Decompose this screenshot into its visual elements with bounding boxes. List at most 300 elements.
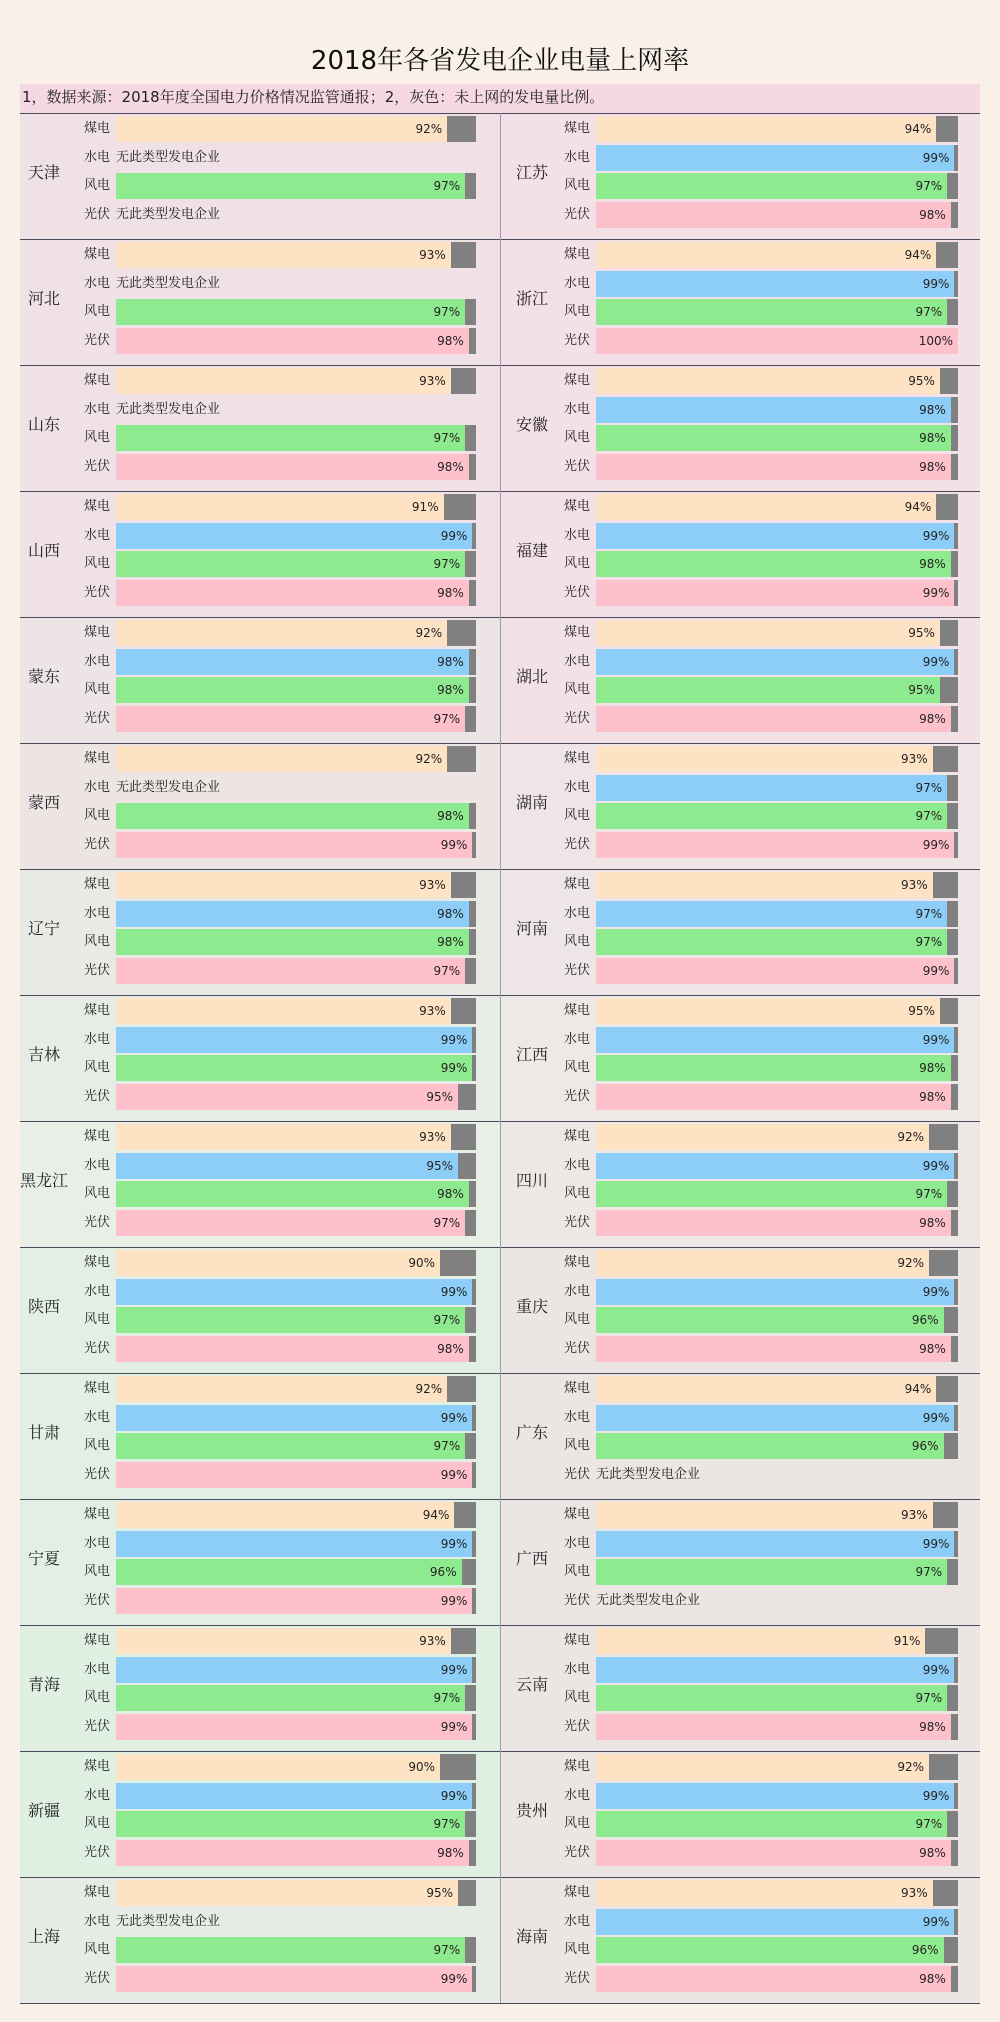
type-label: 光伏 <box>83 710 110 726</box>
type-label: 风电 <box>83 430 110 445</box>
bar-unconnected <box>465 551 476 577</box>
bar-unconnected <box>951 706 958 732</box>
type-label: 水电 <box>83 401 110 417</box>
province-name: 宁夏 <box>27 1549 60 1568</box>
province-name: 甘肃 <box>27 1423 60 1442</box>
province-name: 福建 <box>515 541 548 560</box>
type-label: 风电 <box>563 808 590 823</box>
bar-unconnected <box>465 1433 476 1459</box>
chart-title: 2018年各省发电企业电量上网率 <box>310 46 690 76</box>
bar-unconnected <box>472 1783 476 1809</box>
data-label: 97% <box>433 431 461 445</box>
bar-unconnected <box>472 832 476 858</box>
type-label: 光伏 <box>83 1214 110 1230</box>
bar-unconnected <box>954 1405 958 1431</box>
data-label: 99% <box>440 1662 468 1677</box>
bar-unconnected <box>933 1502 958 1528</box>
type-label: 光伏 <box>83 206 110 222</box>
data-label: 98% <box>919 1971 946 1986</box>
province-cell <box>20 365 500 491</box>
type-label: 水电 <box>563 149 590 165</box>
type-label: 风电 <box>563 934 590 949</box>
type-label: 水电 <box>563 275 590 291</box>
province-name: 重庆 <box>515 1297 548 1316</box>
bar-煤电 <box>116 1376 447 1402</box>
bar-unconnected <box>465 1937 476 1963</box>
type-label: 水电 <box>83 149 110 165</box>
province-cell <box>20 1625 500 1751</box>
bar-unconnected <box>944 1307 958 1333</box>
province-grid <box>20 113 981 2004</box>
bar-unconnected <box>458 1880 476 1906</box>
data-label: 99% <box>922 1032 950 1047</box>
bar-unconnected <box>954 580 958 606</box>
data-label: 92% <box>897 1760 925 1774</box>
type-label: 煤电 <box>83 373 110 388</box>
province-cell <box>500 1751 980 1877</box>
bar-煤电 <box>116 1502 454 1528</box>
province-name: 江苏 <box>515 163 548 182</box>
bar-煤电 <box>116 620 447 646</box>
province-name: 湖北 <box>515 667 548 686</box>
bar-unconnected <box>458 1084 476 1110</box>
bar-unconnected <box>925 1628 958 1654</box>
bar-水电 <box>116 1783 472 1809</box>
bar-unconnected <box>469 803 476 829</box>
province-cell <box>20 869 500 995</box>
bar-风电 <box>116 1055 472 1081</box>
data-label: 97% <box>433 1817 461 1831</box>
bar-光伏 <box>596 328 958 354</box>
bar-煤电 <box>116 872 451 898</box>
bar-unconnected <box>929 1250 958 1276</box>
type-label: 煤电 <box>83 625 110 640</box>
data-label: 96% <box>911 1313 939 1327</box>
type-label: 煤电 <box>563 877 590 892</box>
type-label: 煤电 <box>83 1129 110 1144</box>
bar-unconnected <box>472 1279 476 1305</box>
data-label: 99% <box>440 1410 468 1425</box>
type-label: 风电 <box>563 1312 590 1327</box>
data-label: 92% <box>897 1256 925 1270</box>
data-label: 92% <box>415 752 443 766</box>
data-label: 99% <box>922 276 950 291</box>
bar-unconnected <box>951 1084 958 1110</box>
bar-unconnected <box>933 1880 958 1906</box>
type-label: 光伏 <box>563 1340 590 1356</box>
data-label: 93% <box>900 1508 928 1522</box>
type-label: 水电 <box>83 1913 110 1929</box>
province-name: 广东 <box>515 1423 548 1442</box>
bar-unconnected <box>947 173 958 199</box>
bar-光伏 <box>116 832 472 858</box>
bar-unconnected <box>954 1657 958 1683</box>
type-label: 风电 <box>563 1564 590 1579</box>
bar-unconnected <box>469 677 476 703</box>
type-label: 水电 <box>563 1787 590 1803</box>
bar-unconnected <box>951 202 958 228</box>
province-cell <box>20 491 500 617</box>
province-name: 陕西 <box>27 1297 60 1316</box>
bar-unconnected <box>954 1279 958 1305</box>
data-label: 96% <box>429 1565 457 1579</box>
province-cell <box>20 1121 500 1247</box>
bar-光伏 <box>596 1336 951 1362</box>
type-label: 光伏 <box>83 962 110 978</box>
column-divider <box>500 113 501 2003</box>
data-label: 99% <box>922 1410 950 1425</box>
type-label: 煤电 <box>83 247 110 262</box>
type-label: 光伏 <box>83 1466 110 1482</box>
bar-光伏 <box>116 706 465 732</box>
bar-光伏 <box>116 1462 472 1488</box>
bar-unconnected <box>954 145 958 171</box>
bar-风电 <box>116 1937 465 1963</box>
type-label: 水电 <box>83 905 110 921</box>
type-label: 风电 <box>563 1060 590 1075</box>
data-label: 99% <box>922 585 950 600</box>
type-label: 水电 <box>83 1409 110 1425</box>
bar-unconnected <box>469 929 476 955</box>
type-label: 煤电 <box>83 1507 110 1522</box>
bar-光伏 <box>116 1714 472 1740</box>
data-label: 93% <box>900 878 928 892</box>
data-label: 98% <box>919 1341 946 1356</box>
type-label: 光伏 <box>563 962 590 978</box>
bar-水电 <box>596 1153 954 1179</box>
type-label: 水电 <box>563 905 590 921</box>
type-label: 煤电 <box>563 1759 590 1774</box>
data-label: 97% <box>915 305 943 319</box>
province-name: 安徽 <box>515 415 548 434</box>
type-label: 光伏 <box>83 1592 110 1608</box>
data-label: 97% <box>433 1313 461 1327</box>
data-label: 99% <box>440 1536 468 1551</box>
data-label: 90% <box>408 1256 435 1270</box>
bar-unconnected <box>951 1966 958 1992</box>
data-label: 94% <box>904 1382 932 1396</box>
data-label: 95% <box>908 1004 935 1018</box>
type-label: 水电 <box>83 527 110 543</box>
data-label: 97% <box>915 179 943 193</box>
bar-煤电 <box>596 1250 929 1276</box>
type-label: 风电 <box>83 1186 110 1201</box>
bar-煤电 <box>116 116 447 142</box>
data-label: 98% <box>919 207 946 222</box>
bar-风电 <box>116 1433 465 1459</box>
bar-unconnected <box>947 1181 958 1207</box>
bar-水电 <box>596 523 954 549</box>
bar-煤电 <box>596 872 933 898</box>
bar-光伏 <box>116 1966 472 1992</box>
bar-水电 <box>596 1783 954 1809</box>
type-label: 煤电 <box>563 751 590 766</box>
type-label: 水电 <box>563 1913 590 1929</box>
bar-光伏 <box>596 1714 951 1740</box>
type-label: 煤电 <box>563 373 590 388</box>
type-label: 风电 <box>563 1186 590 1201</box>
type-label: 光伏 <box>83 1844 110 1860</box>
type-label: 水电 <box>83 1031 110 1047</box>
bar-unconnected <box>940 620 958 646</box>
no-data-label: 无此类型发电企业 <box>116 149 221 165</box>
type-label: 光伏 <box>563 1088 590 1104</box>
no-data-label: 无此类型发电企业 <box>116 206 221 222</box>
type-label: 风电 <box>83 1816 110 1831</box>
bar-光伏 <box>116 1588 472 1614</box>
bar-光伏 <box>116 454 469 480</box>
province-name: 辽宁 <box>27 919 60 938</box>
bar-风电 <box>116 1685 465 1711</box>
no-data-label: 无此类型发电企业 <box>596 1466 701 1482</box>
bar-unconnected <box>951 1714 958 1740</box>
data-label: 93% <box>419 1004 446 1018</box>
type-label: 煤电 <box>563 1003 590 1018</box>
data-label: 99% <box>440 1467 468 1482</box>
bar-光伏 <box>116 958 465 984</box>
province-name: 吉林 <box>27 1045 60 1064</box>
bar-风电 <box>596 1937 944 1963</box>
bar-风电 <box>596 1181 947 1207</box>
type-label: 煤电 <box>563 625 590 640</box>
type-label: 煤电 <box>83 877 110 892</box>
data-label: 95% <box>426 1089 453 1104</box>
data-label: 93% <box>419 374 446 388</box>
type-label: 煤电 <box>83 121 110 136</box>
bar-风电 <box>116 1811 465 1837</box>
bar-风电 <box>596 1307 944 1333</box>
type-label: 风电 <box>83 178 110 193</box>
no-data-label: 无此类型发电企业 <box>116 779 221 795</box>
bar-unconnected <box>933 746 958 772</box>
type-label: 光伏 <box>83 1718 110 1734</box>
data-label: 93% <box>419 878 446 892</box>
type-label: 水电 <box>563 653 590 669</box>
type-label: 煤电 <box>563 1255 590 1270</box>
no-data-label: 无此类型发电企业 <box>116 275 221 291</box>
province-cell <box>500 365 980 491</box>
data-label: 98% <box>437 935 464 949</box>
bar-风电 <box>116 1559 462 1585</box>
bar-unconnected <box>951 454 958 480</box>
province-name: 浙江 <box>515 289 548 308</box>
data-label: 92% <box>415 122 443 136</box>
type-label: 煤电 <box>83 751 110 766</box>
type-label: 光伏 <box>563 458 590 474</box>
bar-unconnected <box>947 1811 958 1837</box>
data-label: 97% <box>915 1187 943 1201</box>
bar-unconnected <box>951 397 958 423</box>
bar-风电 <box>596 299 947 325</box>
bar-风电 <box>116 173 465 199</box>
bar-风电 <box>596 1559 947 1585</box>
bar-unconnected <box>440 1250 476 1276</box>
bar-光伏 <box>596 706 951 732</box>
no-data-label: 无此类型发电企业 <box>596 1592 701 1608</box>
row-divider <box>20 2003 980 2004</box>
bar-水电 <box>596 1909 954 1935</box>
type-label: 光伏 <box>563 1592 590 1608</box>
bar-光伏 <box>596 1210 951 1236</box>
type-label: 光伏 <box>563 206 590 222</box>
type-label: 风电 <box>83 1564 110 1579</box>
province-cell <box>500 1121 980 1247</box>
bar-水电 <box>596 1657 954 1683</box>
data-label: 95% <box>908 374 935 388</box>
bar-光伏 <box>596 1840 951 1866</box>
type-label: 水电 <box>83 1157 110 1173</box>
data-label: 97% <box>433 305 461 319</box>
type-label: 风电 <box>83 1690 110 1705</box>
bar-风电 <box>596 551 951 577</box>
type-label: 煤电 <box>83 1003 110 1018</box>
data-label: 99% <box>922 963 950 978</box>
bar-光伏 <box>596 958 954 984</box>
bar-水电 <box>596 649 954 675</box>
bar-unconnected <box>469 580 476 606</box>
bar-unconnected <box>929 1124 958 1150</box>
no-data-label: 无此类型发电企业 <box>116 401 221 417</box>
bar-水电 <box>116 1531 472 1557</box>
data-label: 97% <box>433 179 461 193</box>
province-name: 海南 <box>515 1927 548 1946</box>
bar-光伏 <box>116 1336 469 1362</box>
bar-煤电 <box>596 242 936 268</box>
type-label: 煤电 <box>563 247 590 262</box>
bar-光伏 <box>596 454 951 480</box>
bar-unconnected <box>451 368 476 394</box>
bar-unconnected <box>954 1531 958 1557</box>
bar-水电 <box>116 1153 458 1179</box>
province-cell <box>500 1877 980 2003</box>
bar-煤电 <box>596 998 940 1024</box>
bar-风电 <box>116 677 469 703</box>
type-label: 风电 <box>83 556 110 571</box>
bar-风电 <box>116 425 465 451</box>
data-label: 93% <box>900 1886 928 1900</box>
data-label: 97% <box>433 711 461 726</box>
province-cell <box>20 1373 500 1499</box>
type-label: 水电 <box>563 1283 590 1299</box>
province-cell <box>20 1751 500 1877</box>
data-label: 98% <box>919 1845 946 1860</box>
bar-unconnected <box>954 1027 958 1053</box>
data-label: 97% <box>433 1691 461 1705</box>
province-cell <box>500 1625 980 1751</box>
data-label: 99% <box>922 1284 950 1299</box>
province-name: 河北 <box>27 289 60 308</box>
data-label: 93% <box>419 248 446 262</box>
type-label: 水电 <box>563 779 590 795</box>
data-label: 94% <box>904 248 932 262</box>
bar-煤电 <box>596 1376 936 1402</box>
bar-煤电 <box>116 368 451 394</box>
type-label: 水电 <box>563 1157 590 1173</box>
data-label: 97% <box>433 1943 461 1957</box>
bar-煤电 <box>116 1124 451 1150</box>
data-label: 97% <box>915 906 943 921</box>
bar-unconnected <box>954 271 958 297</box>
data-label: 95% <box>908 683 935 697</box>
bar-水电 <box>596 145 954 171</box>
data-label: 97% <box>915 780 943 795</box>
bar-unconnected <box>940 677 958 703</box>
bar-水电 <box>596 775 947 801</box>
type-label: 煤电 <box>563 121 590 136</box>
data-label: 98% <box>919 557 946 571</box>
data-label: 99% <box>440 1788 468 1803</box>
bar-unconnected <box>472 1714 476 1740</box>
bar-unconnected <box>469 1840 476 1866</box>
bar-煤电 <box>596 1880 933 1906</box>
bar-unconnected <box>472 1531 476 1557</box>
type-label: 煤电 <box>83 1255 110 1270</box>
data-label: 98% <box>919 431 946 445</box>
type-label: 水电 <box>83 275 110 291</box>
bar-风电 <box>116 803 469 829</box>
type-label: 煤电 <box>563 1507 590 1522</box>
type-label: 煤电 <box>563 1633 590 1648</box>
data-label: 97% <box>915 1817 943 1831</box>
data-label: 99% <box>922 837 950 852</box>
bar-unconnected <box>447 746 476 772</box>
bar-unconnected <box>954 523 958 549</box>
data-label: 99% <box>440 1032 468 1047</box>
province-cell <box>20 995 500 1121</box>
data-label: 98% <box>437 585 464 600</box>
type-label: 风电 <box>83 808 110 823</box>
province-cell <box>500 743 980 869</box>
data-label: 95% <box>908 626 935 640</box>
bar-unconnected <box>951 1840 958 1866</box>
bar-unconnected <box>929 1754 958 1780</box>
bar-煤电 <box>596 1124 929 1150</box>
type-label: 水电 <box>83 1787 110 1803</box>
bar-unconnected <box>472 1027 476 1053</box>
bar-煤电 <box>116 1880 458 1906</box>
data-label: 99% <box>922 1536 950 1551</box>
bar-unconnected <box>465 958 476 984</box>
data-label: 98% <box>437 1341 464 1356</box>
data-label: 94% <box>904 122 932 136</box>
type-label: 风电 <box>563 682 590 697</box>
bar-煤电 <box>116 242 451 268</box>
bar-unconnected <box>451 872 476 898</box>
data-label: 98% <box>919 459 946 474</box>
type-label: 光伏 <box>563 710 590 726</box>
type-label: 光伏 <box>83 1340 110 1356</box>
province-name: 山东 <box>27 415 60 434</box>
type-label: 水电 <box>563 1661 590 1677</box>
type-label: 煤电 <box>83 1381 110 1396</box>
type-label: 光伏 <box>83 1970 110 1986</box>
bar-风电 <box>596 1685 947 1711</box>
data-label: 97% <box>915 809 943 823</box>
province-cell <box>500 1499 980 1625</box>
type-label: 光伏 <box>563 836 590 852</box>
bar-风电 <box>116 1181 469 1207</box>
type-label: 水电 <box>83 1661 110 1677</box>
bar-unconnected <box>472 523 476 549</box>
bar-unconnected <box>951 425 958 451</box>
bar-unconnected <box>954 1153 958 1179</box>
data-label: 92% <box>897 1130 925 1144</box>
bar-光伏 <box>596 1084 951 1110</box>
data-label: 98% <box>437 459 464 474</box>
type-label: 风电 <box>563 430 590 445</box>
data-label: 95% <box>426 1158 453 1173</box>
data-label: 93% <box>419 1130 446 1144</box>
